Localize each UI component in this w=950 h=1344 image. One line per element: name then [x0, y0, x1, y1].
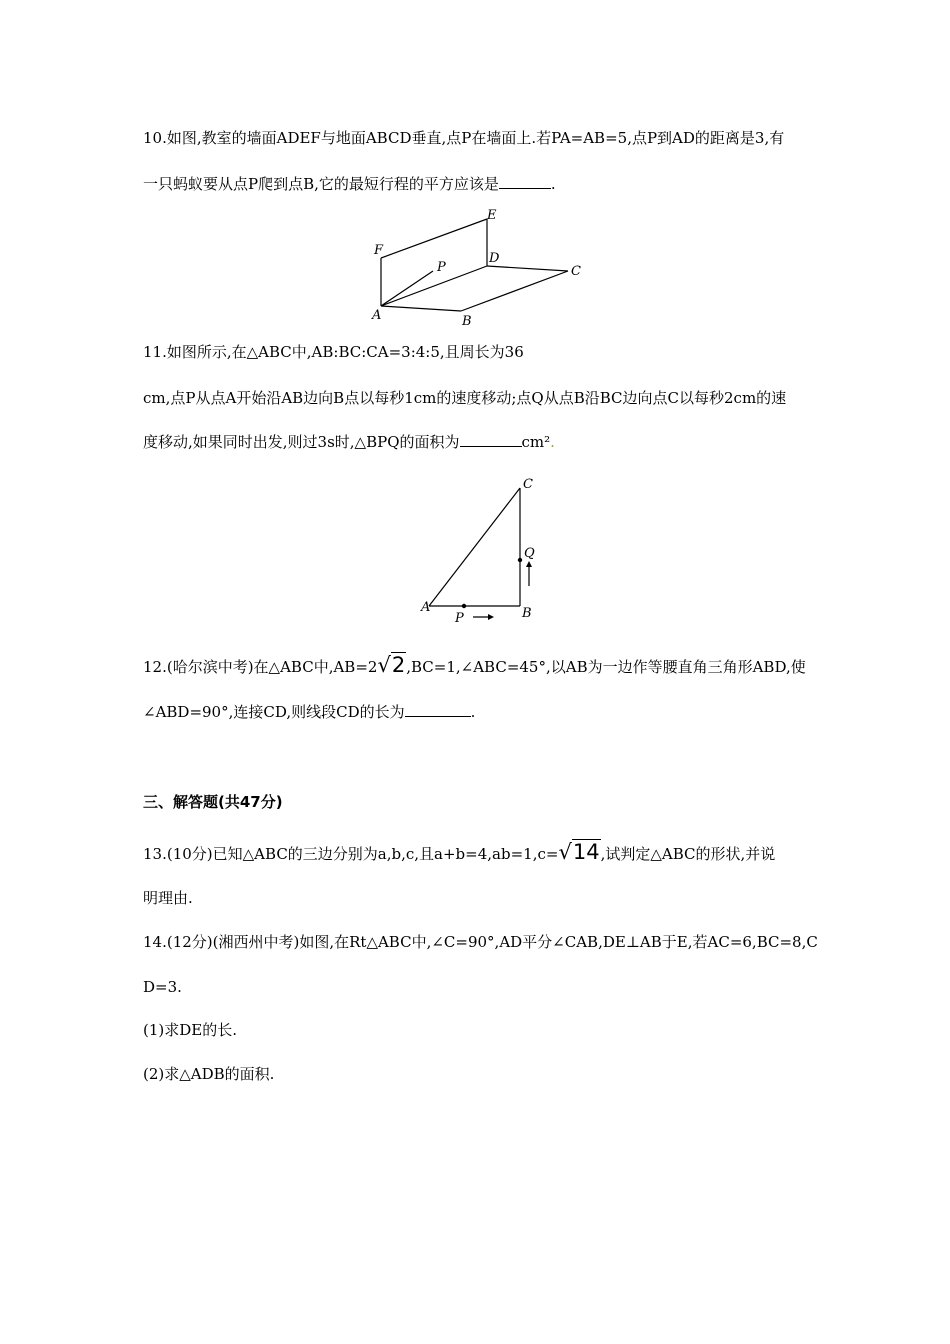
q11-text: 度移动,如果同时出发,则过3s时,△BPQ的面积为 — [143, 433, 460, 451]
q14-line-2: D=3. — [143, 978, 182, 996]
q10-edge-FE — [381, 219, 487, 258]
q10-edge-DC — [487, 266, 568, 271]
q12-end: . — [470, 703, 476, 721]
q11-side-CA — [429, 488, 520, 606]
q12-text-pre: 12.(哈尔滨中考)在△ABC中,AB=2 — [143, 658, 378, 676]
q11-end: . — [550, 433, 555, 451]
q11-label-C: C — [523, 477, 533, 492]
q10-edge-AB — [381, 306, 461, 311]
q12-text-post: ,BC=1,∠ABC=45°,以AB为一边作等腰直角三角形ABD,使 — [406, 658, 806, 676]
q10-segment-AP — [381, 271, 433, 306]
q14-line-1: 14.(12分)(湘西州中考)如图,在Rt△ABC中,∠C=90°,AD平分∠CAB,DE⊥AB于E,若AC=6,BC=8,C — [143, 933, 818, 951]
q10-label-F: F — [374, 243, 384, 258]
q13-text-pre: 13.(10分)已知△ABC的三边分别为a,b,c,且a+b=4,ab=1,c= — [143, 845, 559, 863]
q10-line-1: 10.如图,教室的墙面ADEF与地面ABCD垂直,点P在墙面上.若PA=AB=5,点P到AD的距离是3,有 — [143, 129, 785, 147]
q12-answer-blank — [405, 702, 471, 717]
q10-line-2 — [143, 174, 556, 194]
q11-line-2: cm,点P从点A开始沿AB边向B点以每秒1cm的速度移动;点Q从点B沿BC边向点C以每秒2cm的速 — [143, 389, 787, 407]
q10-label-D: D — [489, 251, 500, 266]
q11-point-Q — [518, 558, 522, 562]
q10-label-B: B — [462, 314, 472, 329]
section-heading: 三、解答题(共47分) — [143, 793, 283, 811]
q14-sub-2: (2)求△ADB的面积. — [143, 1065, 275, 1083]
q10-label-C: C — [571, 264, 581, 279]
q11-label-B: B — [522, 606, 532, 621]
q11-label-Q: Q — [524, 546, 535, 561]
q13-sqrt: √14 — [558, 840, 600, 864]
q13-line-2: 明理由. — [143, 889, 193, 907]
q10-text: 一只蚂蚁要从点P爬到点B,它的最短行程的平方应该是 — [143, 175, 499, 193]
q12-text: ∠ABD=90°,连接CD,则线段CD的长为 — [143, 703, 405, 721]
q13-text-post: ,试判定△ABC的形状,并说 — [600, 845, 776, 863]
q12-sqrt-value: 2 — [391, 653, 406, 677]
q11-unit: cm² — [521, 433, 551, 451]
q14-sub-1: (1)求DE的长. — [143, 1021, 237, 1039]
q10-figure — [360, 205, 600, 330]
q11-line-3 — [143, 432, 555, 452]
q12-sqrt: √2 — [377, 653, 406, 677]
q10-label-P: P — [437, 260, 446, 275]
q11-label-A: A — [421, 600, 431, 615]
q10-edge-AD — [381, 266, 487, 306]
q11-answer-blank — [460, 432, 522, 447]
q12-line-2 — [143, 702, 475, 722]
q13-line-1 — [143, 842, 775, 864]
q11-arrowhead-right — [488, 614, 494, 620]
q10-end: . — [550, 175, 556, 193]
q11-figure — [418, 476, 548, 626]
q10-label-E: E — [487, 208, 497, 223]
q11-label-P: P — [455, 611, 464, 626]
q13-sqrt-value: 14 — [572, 840, 600, 864]
q10-edge-BC — [461, 271, 568, 311]
q11-arrowhead-up — [526, 561, 532, 567]
q11-point-P — [462, 604, 466, 608]
q10-label-A: A — [372, 308, 382, 323]
q11-line-1: 11.如图所示,在△ABC中,AB:BC:CA=3:4:5,且周长为36 — [143, 343, 524, 361]
q10-answer-blank — [499, 174, 551, 189]
q12-line-1 — [143, 655, 806, 677]
